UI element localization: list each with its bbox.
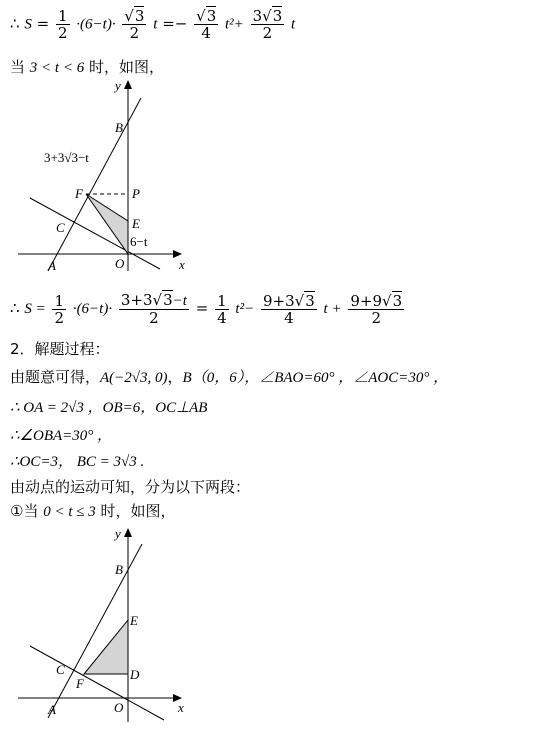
given-angles: ，∠BAO=60° ，∠AOC=30° ， bbox=[244, 370, 449, 386]
case1-suffix: 时，如图， bbox=[89, 58, 165, 76]
eq2-ma: 9+3 bbox=[262, 291, 295, 310]
case2-ineq: 0 < t ≤ 3 bbox=[43, 504, 96, 520]
eq1-den2b: 2 bbox=[262, 24, 273, 42]
eq2-nb: −t bbox=[172, 293, 187, 309]
given-line bbox=[10, 366, 448, 387]
eq1-root3-over-2: $\frac{√3}{2}$ bbox=[124, 7, 145, 42]
fig2-label-b: B bbox=[115, 562, 123, 577]
eq2-mden: 4 bbox=[284, 308, 294, 327]
eq1-den4: 4 bbox=[201, 24, 211, 42]
fig1-label-x: x bbox=[179, 257, 185, 272]
line-oc: ∴OC=3， BC = 3√3 . bbox=[10, 454, 145, 470]
eq2-pa: 9+9 bbox=[350, 291, 383, 310]
case2-suffix: 时，如图， bbox=[100, 502, 176, 520]
line-oba: ∴∠OBA=30° ， bbox=[10, 428, 113, 444]
eq2-half-den: 2 bbox=[54, 308, 65, 327]
fig2-label-y: y bbox=[115, 526, 121, 541]
fig1-label-c: C bbox=[56, 220, 65, 235]
fig1-y-arrow bbox=[124, 80, 132, 89]
eq2-q-num: 1 bbox=[217, 291, 227, 310]
fig1-label-b: B bbox=[115, 120, 123, 135]
motion-line: 由动点的运动可知，分为以下两段： bbox=[10, 478, 251, 496]
case-line-1 bbox=[10, 56, 164, 77]
eq1-eq-minus: =− bbox=[162, 14, 188, 33]
eq2-na: 3+3 bbox=[120, 291, 153, 309]
fig1-label-p: P bbox=[132, 186, 140, 201]
eq2-den: 2 bbox=[149, 309, 159, 327]
eq1-3root3-over-2: $\frac{3√3}{2}$ bbox=[252, 7, 283, 42]
figure-2 bbox=[18, 524, 218, 732]
eq1-r3b: 3 bbox=[206, 7, 217, 25]
fig1-label-length-top: 3+3√3−t bbox=[44, 150, 89, 165]
eq1-r3c: 3 bbox=[272, 7, 283, 25]
fig2-shaded-triangle bbox=[84, 620, 128, 674]
figure-1 bbox=[18, 76, 218, 276]
eq2-q-den: 4 bbox=[217, 308, 227, 327]
eq2-mr: 3 bbox=[305, 291, 315, 310]
fig2-label-e: E bbox=[130, 613, 138, 628]
eq2-factor: ·(6−t)· bbox=[72, 301, 113, 317]
fig1-label-e: E bbox=[132, 216, 140, 231]
given-sep: ， bbox=[167, 368, 183, 386]
eq1-coef: 3 bbox=[252, 7, 263, 25]
fig2-y-arrow bbox=[124, 528, 132, 537]
line-oa: ∴ OA = 2√3 ，OB=6，OC⊥AB bbox=[10, 400, 208, 416]
fig2-label-a: A bbox=[48, 702, 56, 717]
eq2-pr: 3 bbox=[392, 291, 403, 310]
eq1-root3-over-4: $\frac{√3}{4}$ bbox=[196, 7, 217, 42]
eq2-frac-c: $\frac{9+9√3}{2}$ bbox=[350, 291, 403, 327]
eq1-tail: t bbox=[291, 16, 296, 33]
equation-area-2 bbox=[10, 292, 406, 326]
eq1-half-den: 2 bbox=[57, 24, 68, 42]
fig2-label-d: D bbox=[130, 667, 140, 682]
eq2-nr: 3 bbox=[163, 291, 173, 309]
fig1-shaded-triangle bbox=[86, 194, 128, 254]
given-point-a: A(−2√3, 0) bbox=[100, 370, 168, 386]
fig2-label-c: C bbox=[56, 662, 65, 677]
given-point-b: B（0，6） bbox=[182, 370, 245, 386]
fig1-label-length-side: 6−t bbox=[130, 234, 148, 249]
case2-prefix: ①当 bbox=[10, 502, 39, 520]
eq1-t: t bbox=[153, 16, 158, 33]
fig2-label-o: O bbox=[114, 700, 124, 715]
eq1-t2: t²+ bbox=[225, 16, 244, 33]
eq1-equals: = bbox=[36, 14, 50, 33]
therefore-symbol-2: ∴ bbox=[10, 299, 20, 317]
eq1-r3: 3 bbox=[134, 7, 145, 25]
fig1-label-y: y bbox=[115, 78, 121, 93]
case1-ineq: 3 < t < 6 bbox=[29, 60, 85, 76]
case-line-2 bbox=[10, 500, 176, 521]
eq1-factor: ·(6−t)· bbox=[76, 16, 116, 33]
fig1-label-f: F bbox=[75, 186, 83, 201]
fig2-label-x: x bbox=[178, 700, 184, 715]
eq2-frac-b: $\frac{9+3√3}{4}$ bbox=[262, 291, 315, 327]
eq1-s: S bbox=[24, 16, 32, 33]
equation-area-1 bbox=[10, 8, 295, 41]
fig1-label-o: O bbox=[115, 256, 125, 271]
fig1-label-a: A bbox=[48, 258, 56, 273]
eq1-den2: 2 bbox=[129, 24, 140, 42]
fig2-label-f: F bbox=[76, 676, 84, 691]
given-prefix: 由题意可得， bbox=[10, 368, 101, 386]
eq2-half-num: 1 bbox=[54, 291, 65, 310]
eq2-t2: t²− bbox=[235, 301, 255, 317]
eq2-half bbox=[52, 293, 66, 326]
case1-prefix: 当 bbox=[10, 58, 26, 76]
eq1-half-num: 1 bbox=[57, 7, 68, 25]
eq2-quarter bbox=[215, 293, 229, 326]
eq1-half bbox=[56, 8, 70, 41]
eq2-tplus: t + bbox=[323, 301, 342, 317]
eq2-pden: 2 bbox=[371, 308, 382, 327]
eq2-frac-a: $\frac{3+3√3-t}{2}$ bbox=[120, 291, 187, 327]
eq2-equals: = bbox=[195, 299, 209, 317]
eq2-lhs: S = bbox=[24, 301, 46, 317]
therefore-symbol: ∴ bbox=[10, 14, 20, 33]
section-heading: 2．解题过程： bbox=[10, 340, 110, 358]
